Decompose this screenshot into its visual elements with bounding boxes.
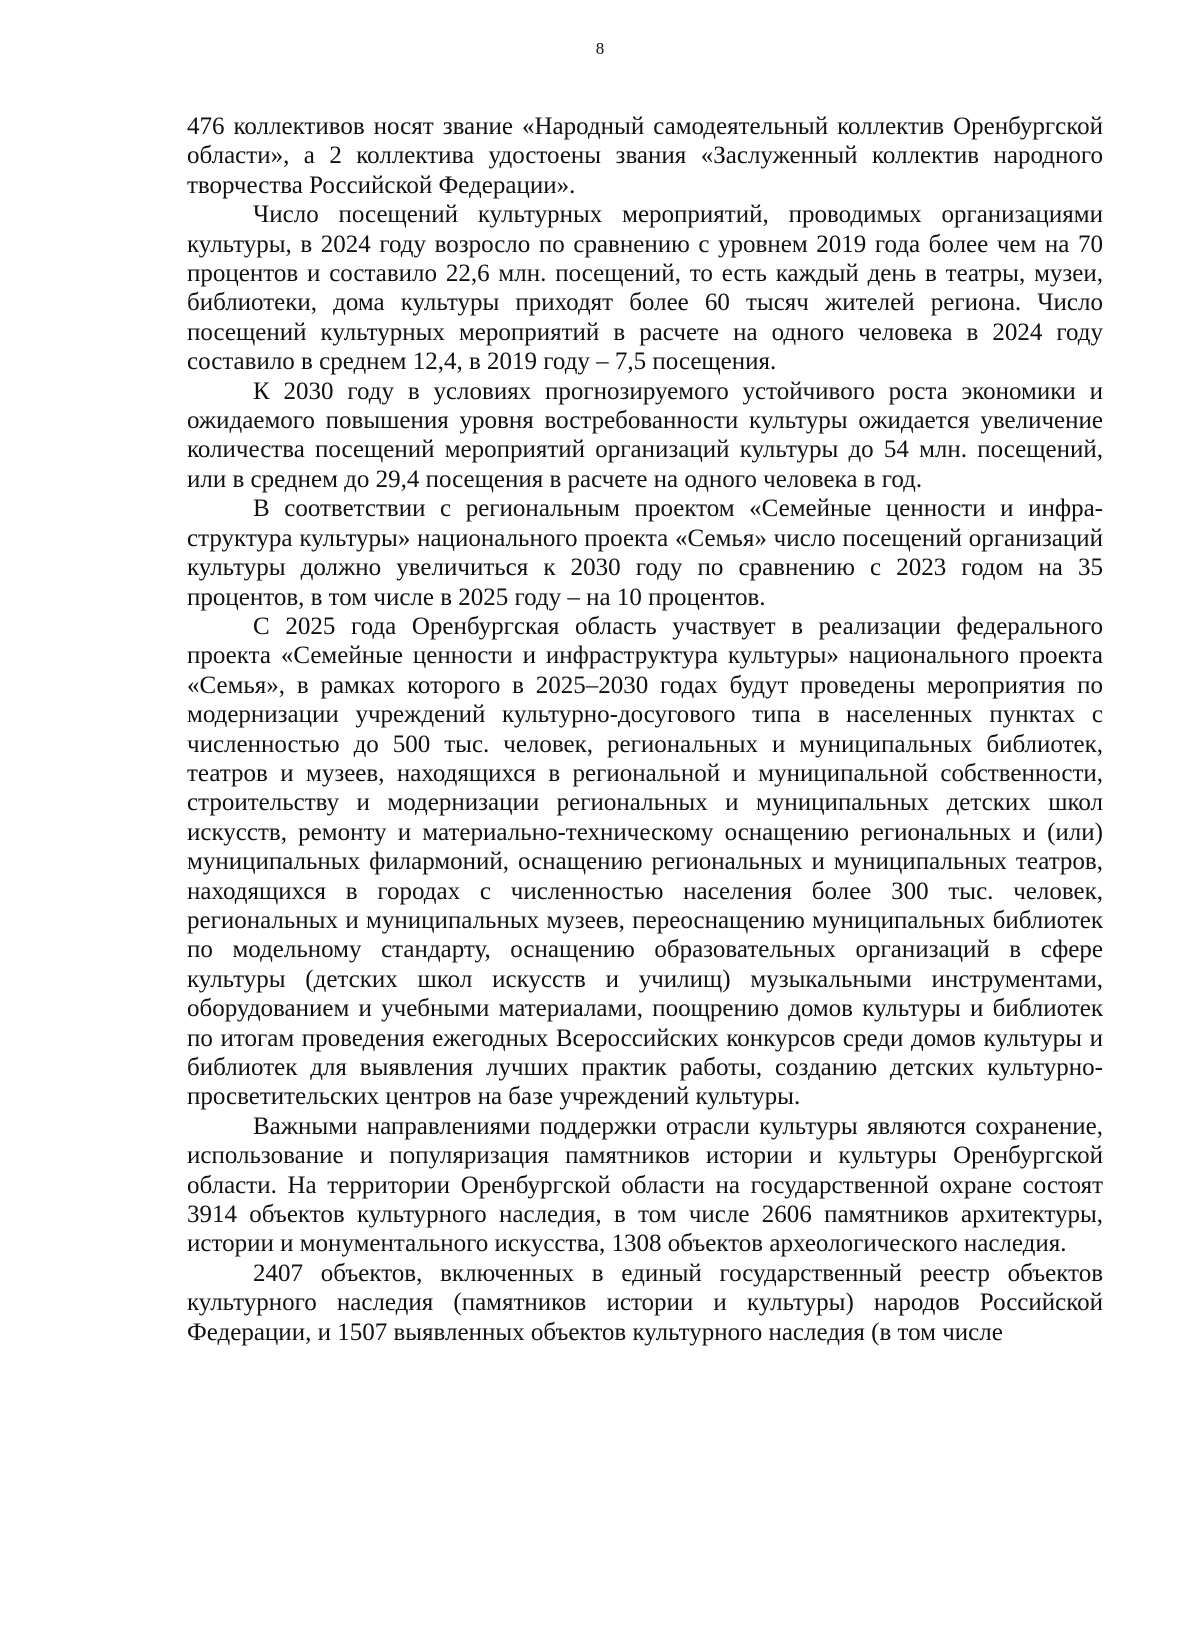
paragraph-regional-project: В соответствии с региональным проектом «Семейные ценности и инфраструктура культуры» национального проекта «Семья» число посещений организаций культуры должно увеличиться к 2030 году по сравнению с 2023 годом на 35 процентов, в том числе в 2025 году – на 10 процентов. bbox=[187, 495, 1103, 611]
paragraph-heritage-register: 2407 объектов, включенных в единый государственный реестр объектов культурного наследия (памятников истории и культуры) народов Российской Федерации, и 1507 выявленных объектов культурного наследия (в том числе bbox=[187, 1259, 1103, 1346]
paragraph-federal-project: С 2025 года Оренбургская область участвует в реализации федерального проекта «Семейные ценности и инфраструктура культуры» национального проекта «Семья», в рамках которого в 2025–2030 годах будут проведены мероприятия по модернизации учреждений культурно-досугового типа в населенных пунктах с численностью до 500 тыс. человек, региональных и муниципальных библиотек, театров и музеев, находящихся в региональной и муниципальной собственности, строительству и модернизации региональных и муниципальных детских школ искусств, ремонту и материально-техническому оснащению региональных и (или) муниципальных филармоний, оснащению региональных и муниципальных театров, находящихся в городах с численностью населения более 300 тыс. человек, региональных и муниципальных музеев, переоснащению муниципальных библиотек по модельному стандарту, оснащению образовательных организаций в сфере культуры (детских школ искусств и училищ) музыкальными инструментами, оборудованием и учебными материалами, поощрению домов культуры и библиотек по итогам проведения ежегодных Всероссийских конкурсов среди домов культуры и библиотек для выявления лучших практик работы, созданию детских культурно-просветительских центров на базе учреждений культуры. bbox=[187, 612, 1103, 1111]
paragraph-collectives: 476 коллективов носят звание «Народный самодеятельный коллектив Оренбургской области», а 2 коллектива удостоены звания «Заслуженный коллектив народного творчества Российской Федерации». bbox=[187, 113, 1103, 199]
page-number: 8 bbox=[595, 39, 605, 58]
paragraph-heritage-protection: Важными направлениями поддержки отрасли культуры являются сохранение, использование и популяризация памятников истории и культуры Оренбургской области. На территории Оренбургской области на государственной охране состоят 3914 объектов культурного наследия, в том числе 2606 памятников архитектуры, истории и монументального искусства, 1308 объектов археологического наследия. bbox=[187, 1112, 1103, 1258]
paragraph-visits-statistics: Число посещений культурных мероприятий, проводимых организациями культуры, в 2024 году возросло по сравнению с уровнем 2019 года более чем на 70 процентов и составило 22,6 млн. посещений, то есть каждый день в театры, музеи, библиотеки, дома культуры приходят более 60 тысяч жителей региона. Число посещений культурных мероприятий в расчете на одного человека в 2024 году составило в среднем 12,4, в 2019 году – 7,5 посещения. bbox=[187, 201, 1103, 376]
document-body bbox=[187, 112, 1103, 1347]
paragraph-2030-forecast: К 2030 году в условиях прогнозируемого устойчивого роста экономики и ожидаемого повышения уровня востребованности культуры ожидается увеличение количества посещений мероприятий организаций культуры до 54 млн. посещений, или в среднем до 29,4 посещения в расчете на одного человека в год. bbox=[187, 377, 1103, 493]
